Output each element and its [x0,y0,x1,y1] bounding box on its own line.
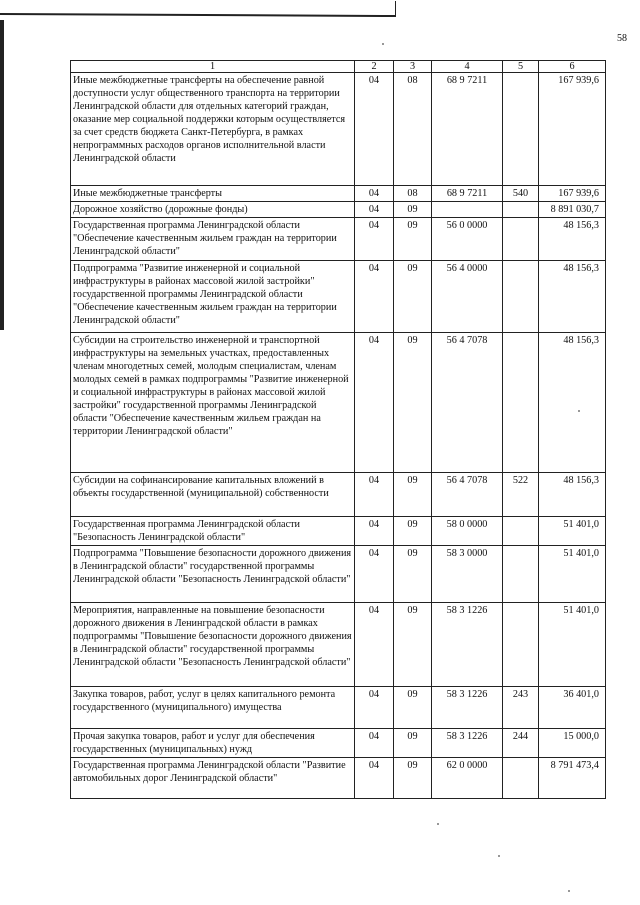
row-sum: 48 156,3 [539,261,606,333]
row-subsection: 09 [394,546,432,603]
row-sum: 36 401,0 [539,687,606,729]
row-subsection: 08 [394,73,432,186]
row-section: 04 [355,546,394,603]
row-name: Субсидии на строительство инженерной и транспортной инфраструктуры на земельных участках, предоставленных членам многодетных семей, молодым специалистам, членам молодых семей в рамках подпрограммы "Развитие инженерной и социальной инфраструктуры в районах массовой жилой застройки" государственной программы Ленинградской области "Обеспечение качественным жильем граждан на территории Ленинградской области" [71,333,355,473]
table-header-row [71,61,606,73]
row-name: Субсидии на софинансирование капитальных вложений в объекты государственной (муниципальной) собственности [71,473,355,517]
row-subsection: 08 [394,186,432,202]
row-target-article: 58 3 1226 [432,687,503,729]
table-row [71,758,606,799]
row-expense-type: 540 [503,186,539,202]
table-row [71,73,606,186]
row-sum: 48 156,3 [539,333,606,473]
row-expense-type [503,261,539,333]
row-subsection: 09 [394,333,432,473]
row-name: Государственная программа Ленинградской области "Безопасность Ленинградской области" [71,517,355,546]
row-sum: 51 401,0 [539,603,606,687]
row-sum: 167 939,6 [539,186,606,202]
table-row [71,186,606,202]
row-expense-type [503,333,539,473]
row-subsection: 09 [394,517,432,546]
row-section: 04 [355,758,394,799]
row-subsection: 09 [394,473,432,517]
row-section: 04 [355,729,394,758]
table-row [71,517,606,546]
row-target-article: 56 4 0000 [432,261,503,333]
row-subsection: 09 [394,687,432,729]
row-section: 04 [355,473,394,517]
row-section: 04 [355,603,394,687]
row-name: Государственная программа Ленинградской области "Обеспечение качественным жильем граждан на территории Ленинградской области" [71,218,355,261]
row-subsection: 09 [394,202,432,218]
row-expense-type [503,603,539,687]
row-sum: 15 000,0 [539,729,606,758]
row-target-article: 56 4 7078 [432,333,503,473]
scan-speck [568,890,570,892]
header-cell: 4 [432,61,503,73]
row-expense-type: 243 [503,687,539,729]
row-subsection: 09 [394,729,432,758]
table-row [71,261,606,333]
row-expense-type [503,202,539,218]
scan-speck [382,43,384,45]
row-target-article: 58 0 0000 [432,517,503,546]
row-expense-type: 244 [503,729,539,758]
row-subsection: 09 [394,218,432,261]
row-sum: 51 401,0 [539,546,606,603]
header-cell: 6 [539,61,606,73]
row-section: 04 [355,73,394,186]
row-target-article: 68 9 7211 [432,186,503,202]
row-name: Прочая закупка товаров, работ и услуг для обеспечения государственных (муниципальных) нужд [71,729,355,758]
row-section: 04 [355,261,394,333]
row-target-article: 58 3 0000 [432,546,503,603]
row-sum: 167 939,6 [539,73,606,186]
row-name: Государственная программа Ленинградской области "Развитие автомобильных дорог Ленинградской области" [71,758,355,799]
row-sum: 8 891 030,7 [539,202,606,218]
row-section: 04 [355,687,394,729]
table-row [71,687,606,729]
row-section: 04 [355,202,394,218]
scan-speck [437,823,439,825]
table-row [71,729,606,758]
row-subsection: 09 [394,758,432,799]
row-sum: 48 156,3 [539,473,606,517]
row-section: 04 [355,186,394,202]
row-name: Закупка товаров, работ, услуг в целях капитального ремонта государственного (муниципального) имущества [71,687,355,729]
row-target-article: 68 9 7211 [432,73,503,186]
table-row [71,473,606,517]
scan-speck [578,410,580,412]
row-sum: 8 791 473,4 [539,758,606,799]
row-expense-type [503,218,539,261]
row-target-article: 56 0 0000 [432,218,503,261]
row-subsection: 09 [394,261,432,333]
row-section: 04 [355,218,394,261]
row-target-article [432,202,503,218]
row-target-article: 58 3 1226 [432,603,503,687]
table-row [71,603,606,687]
row-name: Дорожное хозяйство (дорожные фонды) [71,202,355,218]
row-sum: 51 401,0 [539,517,606,546]
row-section: 04 [355,517,394,546]
scan-left-edge [0,20,4,330]
header-cell: 3 [394,61,432,73]
row-sum: 48 156,3 [539,218,606,261]
table-row [71,546,606,603]
table-row [71,202,606,218]
row-expense-type: 522 [503,473,539,517]
row-name: Мероприятия, направленные на повышение безопасности дорожного движения в Ленинградской области в рамках подпрограммы "Повышение безопасности дорожного движения в Ленинградской области" государственной программы Ленинградской области "Безопасность Ленинградской области" [71,603,355,687]
table-row [71,218,606,261]
header-cell: 5 [503,61,539,73]
row-target-article: 62 0 0000 [432,758,503,799]
table-row [71,333,606,473]
page-number: 58 [617,33,627,44]
header-cell: 2 [355,61,394,73]
header-cell: 1 [71,61,355,73]
row-target-article: 58 3 1226 [432,729,503,758]
budget-table [70,60,606,799]
row-name: Иные межбюджетные трансферты на обеспечение равной доступности услуг общественного транспорта на территории Ленинградской области для отдельных категорий граждан, оказание мер социальной поддержки которым осуществляется за счет средств бюджета Санкт-Петербурга, в рамках непрограммных расходов органов исполнительной власти Ленинградской области [71,73,355,186]
row-expense-type [503,758,539,799]
row-name: Подпрограмма "Повышение безопасности дорожного движения в Ленинградской области" государственной программы Ленинградской области "Безопасность Ленинградской области" [71,546,355,603]
row-name: Подпрограмма "Развитие инженерной и социальной инфраструктуры в районах массовой жилой застройки" государственной программы Ленинградской области "Обеспечение качественным жильем граждан на территории Ленинградской области" [71,261,355,333]
scan-top-edge [0,0,396,17]
row-expense-type [503,517,539,546]
row-subsection: 09 [394,603,432,687]
row-expense-type [503,546,539,603]
row-name: Иные межбюджетные трансферты [71,186,355,202]
row-expense-type [503,73,539,186]
row-target-article: 56 4 7078 [432,473,503,517]
row-section: 04 [355,333,394,473]
scan-speck [498,855,500,857]
